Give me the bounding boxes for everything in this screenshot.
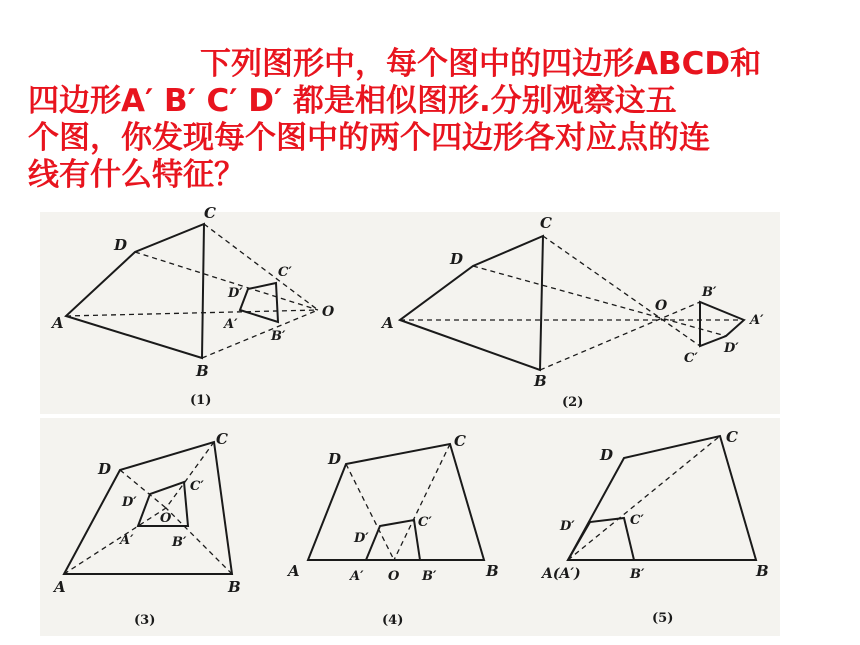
question-line-3: 个图，你发现每个图中的两个四边形各对应点的连 bbox=[28, 120, 710, 156]
label-C-prime: C′ bbox=[278, 265, 292, 280]
label-O: O bbox=[322, 304, 335, 320]
correspondence-lines bbox=[568, 436, 720, 560]
label-C: C bbox=[204, 204, 216, 222]
label-O: O bbox=[655, 298, 668, 314]
label-D-prime: D′ bbox=[228, 286, 243, 301]
label-A-prime: A′ bbox=[120, 533, 134, 548]
label-C-prime: C′ bbox=[684, 351, 698, 366]
label-A: A bbox=[288, 562, 300, 580]
label-A: A bbox=[54, 578, 66, 596]
label-C: C bbox=[454, 432, 466, 450]
label-C-prime: C′ bbox=[418, 515, 432, 530]
label-B: B bbox=[228, 578, 241, 596]
label-B-prime: B′ bbox=[271, 329, 286, 344]
label-O: O bbox=[160, 511, 172, 526]
label-A-prime: A′ bbox=[350, 569, 364, 584]
figure-caption: (3) bbox=[134, 613, 156, 628]
question-line-2: 四边形A′ B′ C′ D′ 都是相似图形.分别观察这五 bbox=[28, 83, 677, 119]
label-C: C bbox=[216, 430, 228, 448]
label-D: D bbox=[114, 236, 128, 254]
label-B-prime: B′ bbox=[172, 535, 187, 550]
label-B-prime: B′ bbox=[702, 285, 717, 300]
label-D: D bbox=[328, 450, 342, 468]
label-A-prime: A′ bbox=[224, 317, 238, 332]
figure-caption: (5) bbox=[652, 611, 674, 626]
label-A-prime: A′ bbox=[750, 313, 764, 328]
figure-caption: (2) bbox=[562, 395, 584, 410]
label-C: C bbox=[726, 428, 738, 446]
label-A: A(A′) bbox=[542, 566, 581, 582]
label-B-prime: B′ bbox=[422, 569, 437, 584]
label-A: A bbox=[382, 314, 394, 332]
quad-abcd bbox=[568, 436, 756, 560]
label-D-prime: D′ bbox=[354, 531, 369, 546]
quad-a2b2c2d2 bbox=[568, 518, 634, 560]
label-A: A bbox=[52, 314, 64, 332]
label-B: B bbox=[756, 562, 769, 580]
label-D-prime: D′ bbox=[122, 495, 137, 510]
label-D-prime: D′ bbox=[560, 519, 575, 534]
figure-caption: (1) bbox=[190, 393, 212, 408]
question-line-4: 线有什么特征？ bbox=[28, 157, 245, 193]
question-line-1: 下列图形中，每个图中的四边形ABCD和 bbox=[200, 46, 762, 82]
label-D: D bbox=[600, 446, 614, 464]
label-D: D bbox=[450, 250, 464, 268]
label-B: B bbox=[486, 562, 499, 580]
label-C: C bbox=[540, 214, 552, 232]
label-C-prime: C′ bbox=[630, 513, 644, 528]
label-D-prime: D′ bbox=[724, 341, 739, 356]
label-B: B bbox=[534, 372, 547, 390]
label-O: O bbox=[388, 569, 400, 584]
label-D: D bbox=[98, 460, 112, 478]
label-B-prime: B′ bbox=[630, 567, 645, 582]
figure-caption: (4) bbox=[382, 613, 404, 628]
label-B: B bbox=[196, 362, 209, 380]
label-C-prime: C′ bbox=[190, 479, 204, 494]
